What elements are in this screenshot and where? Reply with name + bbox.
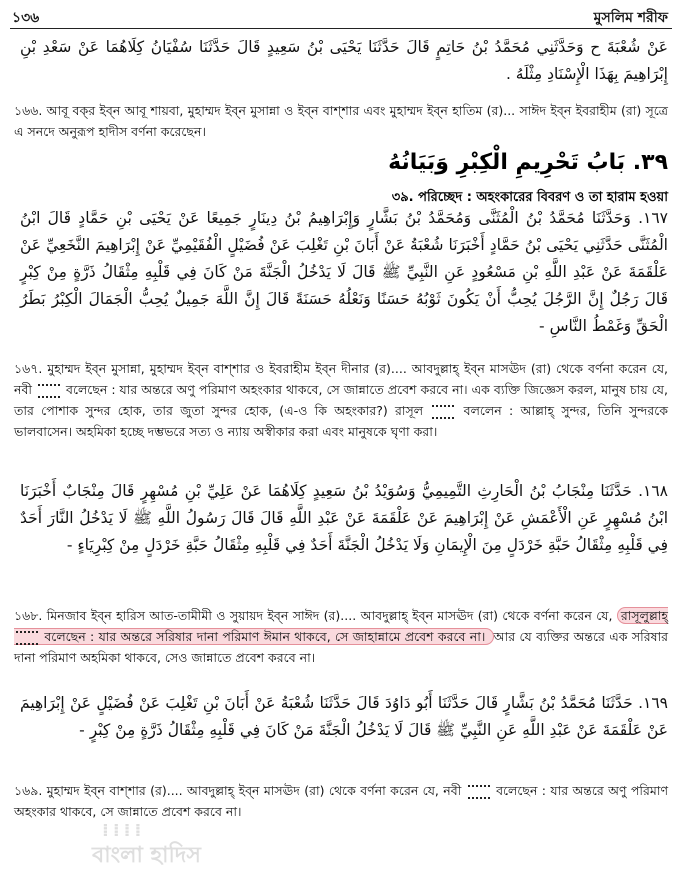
salutation-icon: [16, 631, 38, 645]
book-title: মুসলিম শরীফ: [593, 10, 668, 26]
hadith-167-text-3: বললেন : আল্লাহ্ সুন্দর, তিনি সুন্দরকে ভালবাসেন। অহমিকা হচ্ছে দম্ভভরে সত্য ও ন্যায় অস্বীকার করা এবং মানুষকে ঘৃণা করা।: [14, 403, 668, 439]
hadith-169-text-2: বলেছেন : যার অন্তরে অণু পরিমাণ অহংকার থাকবে, সে জান্নাতে প্রবেশ করবে না।: [14, 783, 669, 819]
section-heading: ৩৯. পরিচ্ছেদ : অহংকারের বিবরণ ও তা হারাম হওয়া: [391, 190, 668, 205]
watermark-dots-icon: ⁞⁞⁞⁞: [102, 820, 146, 841]
hadith-167-text-1: ১৬৭. মুহাম্মদ ইব্‌ন মুসান্না, মুহাম্মদ ইব্‌ন বাশ্‌শার ও ইবরাহীম ইব্‌ন দীনার (র).... আবদুল্লাহ্ ইব্‌ন মাসঊদ (রা) থেকে বর্ণনা করেন যে, নবী: [14, 361, 668, 397]
hadith-169-arabic: ١٦٩. حَدَّثَنَا مُحَمَّدُ بْنُ بَشَّارٍ قَالَ حَدَّثَنَا أَبُو دَاوُدَ قَالَ حَدَّثَنَا شُعْبَةُ عَنْ أَبَانَ بْنِ تَغْلِبَ عَنْ فُضَيْلٍ عَنْ إِبْرَاهِيمَ عَنْ عَلْقَمَةَ عَنْ عَبْدِ اللَّهِ عَنِ النَّبِيِّ ﷺ قَالَ لَا يَدْخُلُ الْجَنَّةَ مَنْ كَانَ فِي قَلْبِهِ مِثْقَالُ ذَرَّةٍ مِنْ كِبْرٍ -: [20, 694, 668, 739]
salutation-icon: [468, 785, 490, 799]
hadith-168-translation: [14, 605, 668, 668]
header-divider: [10, 28, 672, 29]
hadith-167-translation: [14, 358, 668, 442]
hadith-166-translation: ১৬৬. আবূ বক্‌র ইব্‌ন আবূ শায়বা, মুহাম্মদ ইব্‌ন মুসান্না ও ইব্‌ন বাশ্‌শার এবং মুহাম্মদ ইব্‌ন হাতিম (র)... সাঈদ ইব্‌ন ইবরাহীম (রা) সূত্রে এ সনদে অনুরূপ হাদীস বর্ণনা করেছেন।: [14, 103, 668, 139]
highlight-text-1: রাসূলুল্লাহ্: [620, 608, 668, 623]
hadith-167-arabic: ١٦٧. وَحَدَّثَنَا مُحَمَّدُ بْنُ الْمُثَنَّى وَمُحَمَّدُ بْنُ بَشَّارٍ وَإِبْرَاهِيمُ بْنُ دِينَارٍ جَمِيعًا عَنْ يَحْيَى بْنِ حَمَّادٍ قَالَ ابْنُ الْمُثَنَّى حَدَّثَنِي يَحْيَى بْنُ حَمَّادٍ أَخْبَرَنَا شُعْبَةُ عَنْ أَبَانَ بْنِ تَغْلِبَ عَنْ فُضَيْلٍ الْفُقَيْمِيِّ عَنْ إِبْرَاهِيمَ النَّخَعِيِّ عَنْ عَلْقَمَةَ عَنْ عَبْدِ اللَّهِ بْنِ مَسْعُودٍ عَنِ النَّبِيِّ ﷺ قَالَ لَا يَدْخُلُ الْجَنَّةَ مَنْ كَانَ فِي قَلْبِهِ مِثْقَالُ ذَرَّةٍ مِنْ كِبْرٍ قَالَ رَجُلٌ إِنَّ الرَّجُلَ يُحِبُّ أَنْ يَكُونَ ثَوْبُهُ حَسَنًا وَنَعْلُهُ حَسَنَةً قَالَ إِنَّ اللَّهَ جَمِيلٌ يُحِبُّ الْجَمَالَ الْكِبْرُ بَطَرُ الْحَقِّ وَغَمْطُ النَّاسِ -: [20, 209, 668, 335]
hadith-166-arabic: عَنْ شُعْبَةَ ح وَحَدَّثَنِي مُحَمَّدُ بْنُ حَاتِمٍ قَالَ حَدَّثَنَا يَحْيَى بْنُ سَعِيدٍ قَالَ حَدَّثَنَا سُفْيَانُ كِلَاهُمَا عَنْ سَعْدِ بْنِ إِبْرَاهِيمَ بِهَذَا الْإِسْنَادِ مِثْلَهُ .: [20, 38, 668, 83]
hadith-168-text-1: ১৬৮. মিনজাব ইব্‌ন হারিস আত-তামীমী ও সুয়ায়দ ইব্‌ন সাঈদ (র).... আবদুল্লাহ্ ইব্‌ন মাসঊদ (রা) থেকে বর্ণনা করেন যে,: [14, 608, 613, 623]
hadith-167-text-2: বলেছেন : যার অন্তরে অণু পরিমাণ অহংকার থাকবে, সে জান্নাতে প্রবেশ করবে না। এক ব্যক্তি জিজ্ঞেস করল, মানুষ চায় যে, তার পোশাক সুন্দর হোক, তার জুতা সুন্দর হোক, (এ-ও কি অহংকার?) রাসূল: [14, 382, 668, 418]
hadith-169-translation: [14, 780, 668, 822]
highlight-text-2: বলেছেন : যার অন্তরে সরিষার দানা পরিমাণ ঈমান থাকবে, সে জাহান্নামে প্রবেশ করবে না।: [44, 629, 486, 644]
salutation-icon: [432, 405, 454, 419]
page-number: ১৩৬: [12, 10, 40, 26]
watermark-text: বাংলা হাদিস: [92, 843, 201, 868]
hadith-168-arabic: ١٦٨. حَدَّثَنَا مِنْجَابُ بْنُ الْحَارِثِ التَّمِيمِيُّ وَسُوَيْدُ بْنُ سَعِيدٍ كِلَاهُمَا عَنْ عَلِيِّ بْنِ مُسْهِرٍ قَالَ مِنْجَابٌ أَخْبَرَنَا ابْنُ مُسْهِرٍ عَنِ الْأَعْمَشِ عَنْ إِبْرَاهِيمَ عَنْ عَلْقَمَةَ عَنْ عَبْدِ اللَّهِ قَالَ قَالَ رَسُولُ اللَّهِ ﷺ لَا يَدْخُلُ النَّارَ أَحَدٌ فِي قَلْبِهِ مِثْقَالُ حَبَّةِ خَرْدَلٍ مِنَ الْإِيمَانِ وَلَا يَدْخُلُ الْجَنَّةَ أَحَدٌ فِي قَلْبِهِ مِثْقَالُ حَبَّةِ خَرْدَلٍ مِنْ كِبْرِيَاءٍ -: [20, 482, 668, 554]
chapter-heading: ٣٩. بَابُ تَحْرِيمِ الْكِبْرِ وَبَيَانُهُ: [388, 150, 668, 175]
salutation-icon: [38, 384, 60, 398]
hadith-169-text-1: ১৬৯. মুহাম্মদ ইব্‌ন বাশ্‌শার (র).... আবদুল্লাহ্ ইব্‌ন মাসঊদ (রা) থেকে বর্ণনা করেন যে, নবী: [14, 783, 462, 798]
hadith-168-text-2: আর যে ব্যক্তির অন্তরে এক সরিষার দানা পরিমাণ অহমিকা থাকবে, সেও জান্নাতে প্রবেশ করবে না।: [14, 629, 668, 665]
watermark-logo: [92, 820, 222, 868]
